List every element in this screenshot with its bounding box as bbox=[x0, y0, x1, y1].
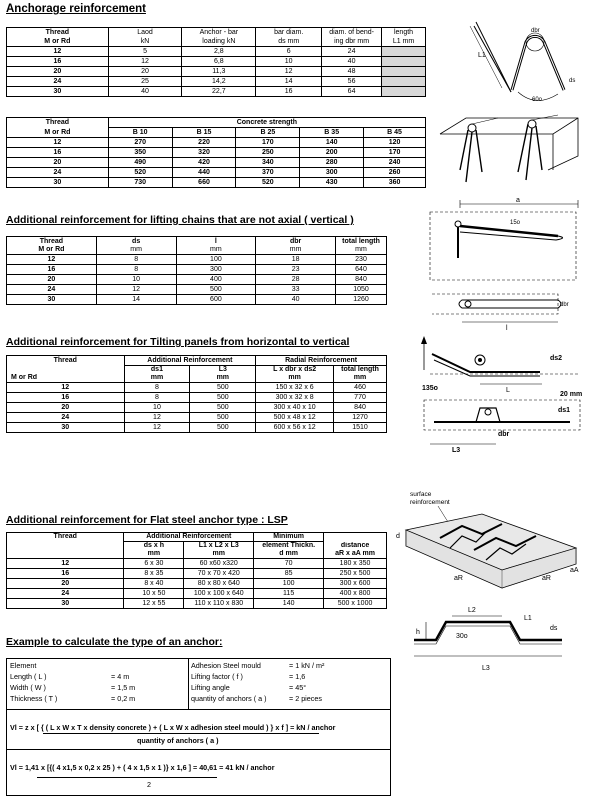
header-cell: Thread bbox=[7, 118, 109, 128]
table-cell: 730 bbox=[108, 178, 172, 188]
table-cell: 140 bbox=[254, 599, 324, 609]
header-cell: M or Rd bbox=[7, 37, 109, 47]
anchorage-table bbox=[6, 27, 426, 97]
table-cell: 1050 bbox=[336, 285, 387, 295]
table-cell: 8 bbox=[96, 265, 176, 275]
header-cell: L3 bbox=[190, 366, 256, 375]
header-cell: aR x aA mm bbox=[324, 550, 387, 559]
figure-label: reinforcement bbox=[410, 499, 450, 506]
dimension-label: aR bbox=[454, 575, 463, 582]
table-cell: 12 bbox=[256, 67, 322, 77]
table-cell: 12 bbox=[7, 47, 109, 57]
table-cell: 80 x 80 x 640 bbox=[184, 579, 254, 589]
table-cell: 840 bbox=[336, 275, 387, 285]
table-cell: 170 bbox=[364, 148, 426, 158]
header-cell: total length bbox=[334, 366, 387, 375]
table-cell: 64 bbox=[322, 87, 382, 97]
dimension-label: dbr bbox=[531, 28, 540, 34]
width-value: = 1,5 m bbox=[111, 683, 136, 692]
table-cell: 12 bbox=[124, 423, 190, 433]
table-cell: 115 bbox=[254, 589, 324, 599]
dimension-label: L3 bbox=[452, 447, 461, 454]
dimension-label: 20 mm bbox=[560, 391, 583, 398]
table-cell: 70 x 70 x 420 bbox=[184, 569, 254, 579]
table-row bbox=[7, 275, 387, 285]
lsp-table bbox=[6, 532, 387, 609]
header-cell: Concrete strength bbox=[108, 118, 425, 128]
table-cell: 420 bbox=[172, 158, 236, 168]
header-cell: ds1 bbox=[124, 366, 190, 375]
table-cell: 20 bbox=[7, 67, 109, 77]
table-cell bbox=[382, 57, 426, 67]
concrete-strength-table bbox=[6, 117, 426, 188]
table-row bbox=[7, 168, 426, 178]
table-cell: 5 bbox=[108, 47, 182, 57]
dimension-label: dbr bbox=[560, 302, 569, 308]
header-cell: element Thickn. bbox=[254, 542, 324, 551]
header-cell: mm bbox=[176, 246, 256, 255]
dimension-label: ds2 bbox=[550, 355, 563, 362]
table-row bbox=[7, 589, 387, 599]
table-cell: 40 bbox=[256, 295, 336, 305]
header-cell: Radial Reinforcement bbox=[256, 356, 387, 366]
dimension-label: d bbox=[396, 533, 400, 540]
lsp-slab-diagram bbox=[392, 488, 588, 598]
table-cell: 370 bbox=[236, 168, 300, 178]
table-cell: 12 bbox=[108, 57, 182, 67]
table-row bbox=[7, 579, 387, 589]
table-cell: 640 bbox=[336, 265, 387, 275]
header-cell: d mm bbox=[254, 550, 324, 559]
header-cell: Thread bbox=[7, 237, 97, 247]
table-cell: 12 bbox=[7, 559, 124, 569]
header-cell: kN bbox=[108, 37, 182, 47]
table-cell: 8 bbox=[124, 393, 190, 403]
lifting-angle-label: Lifting angle bbox=[191, 683, 230, 692]
dimension-label: l bbox=[506, 325, 508, 332]
header-cell: Additional Reinforcement bbox=[124, 533, 254, 542]
table-cell: 10 bbox=[124, 403, 190, 413]
table-cell: 100 x 100 x 640 bbox=[184, 589, 254, 599]
header-cell: mm bbox=[124, 550, 184, 559]
table-cell bbox=[382, 47, 426, 57]
table-cell: 24 bbox=[322, 47, 382, 57]
header-cell: L1 x L2 x L3 bbox=[184, 542, 254, 551]
dimension-label: 15o bbox=[510, 220, 521, 226]
table-cell: 270 bbox=[108, 138, 172, 148]
header-cell: Thread bbox=[7, 28, 109, 38]
table-cell: 200 bbox=[300, 148, 364, 158]
table-cell: 20 bbox=[108, 67, 182, 77]
table-cell: 8 bbox=[96, 255, 176, 265]
table-cell: 12 x 55 bbox=[124, 599, 184, 609]
table-cell: 6 x 30 bbox=[124, 559, 184, 569]
table-cell: 85 bbox=[254, 569, 324, 579]
dimension-label: 60o bbox=[532, 97, 543, 102]
header-cell: diam. of bend- bbox=[322, 28, 382, 38]
table-cell: 490 bbox=[108, 158, 172, 168]
header-cell: B 45 bbox=[364, 128, 426, 138]
divider bbox=[7, 749, 390, 750]
header-cell: mm bbox=[256, 246, 336, 255]
header-cell: Laod bbox=[108, 28, 182, 38]
dimension-label: L2 bbox=[468, 607, 476, 614]
table-cell: 22,7 bbox=[182, 87, 256, 97]
table-cell: 20 bbox=[7, 158, 109, 168]
table-cell: 300 x 32 x 8 bbox=[256, 393, 334, 403]
table-cell: 460 bbox=[334, 383, 387, 393]
adhesion-label: Adhesion Steel mould bbox=[191, 661, 261, 670]
divider bbox=[188, 659, 189, 709]
header-cell: mm bbox=[336, 246, 387, 255]
table-cell: 8 bbox=[124, 383, 190, 393]
table-row bbox=[7, 47, 426, 57]
table-cell: 520 bbox=[108, 168, 172, 178]
section-title-lifting-chains: Additional reinforcement for lifting chains that are not axial ( vertical ) bbox=[6, 214, 354, 226]
table-cell: 360 bbox=[364, 178, 426, 188]
table-cell: 110 x 110 x 830 bbox=[184, 599, 254, 609]
section-title-tilting: Additional reinforcement for Tilting panels from horizontal to vertical bbox=[6, 336, 350, 348]
dimension-label: aA bbox=[570, 567, 579, 574]
table-cell: 20 bbox=[7, 403, 125, 413]
table-cell: 100 bbox=[254, 579, 324, 589]
header-cell: total length bbox=[336, 237, 387, 247]
table-cell: 300 x 40 x 10 bbox=[256, 403, 334, 413]
table-cell: 440 bbox=[172, 168, 236, 178]
table-row bbox=[7, 559, 387, 569]
header-cell: l bbox=[176, 237, 256, 247]
table-row bbox=[7, 413, 387, 423]
table-cell: 400 x 800 bbox=[324, 589, 387, 599]
header-cell: loading kN bbox=[182, 37, 256, 47]
table-cell: 30 bbox=[7, 178, 109, 188]
lifting-angle-value: = 45° bbox=[289, 683, 307, 692]
header-cell: dbr bbox=[256, 237, 336, 247]
table-cell: 430 bbox=[300, 178, 364, 188]
header-cell: mm bbox=[256, 374, 334, 383]
table-cell: 300 bbox=[300, 168, 364, 178]
table-cell: 30 bbox=[7, 295, 97, 305]
table-cell: 340 bbox=[236, 158, 300, 168]
table-cell: 16 bbox=[7, 265, 97, 275]
table-cell: 14,2 bbox=[182, 77, 256, 87]
table-cell: 23 bbox=[256, 265, 336, 275]
table-cell: 24 bbox=[7, 168, 109, 178]
table-cell: 260 bbox=[364, 168, 426, 178]
header-cell: M or Rd bbox=[7, 374, 125, 383]
table-cell: 1270 bbox=[334, 413, 387, 423]
table-cell bbox=[382, 87, 426, 97]
header-cell: bar diam. bbox=[256, 28, 322, 38]
table-cell bbox=[382, 67, 426, 77]
header-cell: ds bbox=[96, 237, 176, 247]
table-row bbox=[7, 599, 387, 609]
formula-denominator: quantity of anchors ( a ) bbox=[137, 736, 219, 745]
table-row bbox=[7, 87, 426, 97]
anchor-qty-label: quantity of anchors ( a ) bbox=[191, 694, 267, 703]
table-cell: 150 x 32 x 6 bbox=[256, 383, 334, 393]
dimension-label: 135o bbox=[422, 385, 438, 392]
figure-label: surface bbox=[410, 491, 432, 498]
table-cell: 8 x 40 bbox=[124, 579, 184, 589]
table-cell: 12 bbox=[7, 383, 125, 393]
table-cell: 140 bbox=[300, 138, 364, 148]
table-row bbox=[7, 295, 387, 305]
table-cell: 1510 bbox=[334, 423, 387, 433]
header-cell: ing dbr mm bbox=[322, 37, 382, 47]
table-cell: 18 bbox=[256, 255, 336, 265]
header-cell: mm bbox=[190, 374, 256, 383]
thickness-value: = 0,2 m bbox=[111, 694, 136, 703]
header-cell bbox=[7, 550, 124, 559]
width-label: Width ( W ) bbox=[10, 683, 46, 692]
table-row bbox=[7, 285, 387, 295]
dimension-label: L3 bbox=[482, 665, 490, 672]
table-cell: 20 bbox=[7, 275, 97, 285]
header-cell: Additional Reinforcement bbox=[124, 356, 256, 366]
table-cell: 33 bbox=[256, 285, 336, 295]
table-cell: 350 bbox=[108, 148, 172, 158]
thickness-label: Thickness ( T ) bbox=[10, 694, 58, 703]
table-cell: 500 x 48 x 12 bbox=[256, 413, 334, 423]
table-cell: 240 bbox=[364, 158, 426, 168]
header-cell: ds x h bbox=[124, 542, 184, 551]
example-calculation-box bbox=[6, 658, 391, 796]
tilting-diagram bbox=[420, 332, 588, 456]
fraction-line bbox=[37, 777, 217, 778]
table-cell: 250 x 500 bbox=[324, 569, 387, 579]
table-cell: 30 bbox=[7, 423, 125, 433]
lifting-chains-table bbox=[6, 236, 387, 305]
header-cell: length bbox=[382, 28, 426, 38]
dimension-label: ds bbox=[550, 625, 558, 632]
table-cell: 600 x 56 x 12 bbox=[256, 423, 334, 433]
header-cell bbox=[7, 542, 124, 551]
header-cell: Thread bbox=[7, 356, 125, 366]
table-row bbox=[7, 569, 387, 579]
length-label: Length ( L ) bbox=[10, 672, 47, 681]
table-cell: 170 bbox=[236, 138, 300, 148]
lifting-chain-diagram bbox=[428, 196, 588, 334]
table-cell: 16 bbox=[7, 393, 125, 403]
table-cell: 500 bbox=[190, 393, 256, 403]
table-cell: 120 bbox=[364, 138, 426, 148]
dimension-label: ds1 bbox=[558, 407, 571, 414]
header-cell: B 25 bbox=[236, 128, 300, 138]
formula-numerator: Vl = z x [ { ( L x W x T x density concrete ) + ( L x W x adhesion steel mould ) } x f ] = kN / anchor bbox=[10, 723, 336, 732]
table-cell: 300 x 600 bbox=[324, 579, 387, 589]
panel-anchors-diagram bbox=[438, 112, 583, 190]
table-cell: 11,3 bbox=[182, 67, 256, 77]
table-cell: 56 bbox=[322, 77, 382, 87]
table-row bbox=[7, 403, 387, 413]
header-cell: Minimum bbox=[254, 533, 324, 542]
table-cell: 500 x 1000 bbox=[324, 599, 387, 609]
length-value: = 4 m bbox=[111, 672, 130, 681]
table-cell: 6,8 bbox=[182, 57, 256, 67]
lifting-factor-label: Lifting factor ( f ) bbox=[191, 672, 243, 681]
table-cell: 16 bbox=[7, 148, 109, 158]
table-cell: 24 bbox=[7, 413, 125, 423]
header-cell: ds mm bbox=[256, 37, 322, 47]
table-cell: 60 x60 x320 bbox=[184, 559, 254, 569]
lsp-bar-profile-diagram bbox=[412, 600, 582, 680]
section-title-anchorage: Anchorage reinforcement bbox=[6, 3, 146, 15]
table-row bbox=[7, 383, 387, 393]
table-cell: 20 bbox=[7, 579, 124, 589]
table-cell: 500 bbox=[190, 423, 256, 433]
section-title-lsp: Additional reinforcement for Flat steel anchor type : LSP bbox=[6, 514, 288, 526]
table-cell: 1260 bbox=[336, 295, 387, 305]
table-cell: 2,8 bbox=[182, 47, 256, 57]
table-cell: 16 bbox=[7, 57, 109, 67]
table-cell: 14 bbox=[256, 77, 322, 87]
table-cell: 600 bbox=[176, 295, 256, 305]
fraction-line bbox=[43, 733, 319, 734]
table-cell: 250 bbox=[236, 148, 300, 158]
header-cell bbox=[7, 366, 125, 375]
table-cell: 100 bbox=[176, 255, 256, 265]
table-cell: 48 bbox=[322, 67, 382, 77]
dimension-label: 30o bbox=[456, 633, 468, 640]
table-cell: 70 bbox=[254, 559, 324, 569]
table-row bbox=[7, 158, 426, 168]
table-cell: 770 bbox=[334, 393, 387, 403]
table-cell: 30 bbox=[7, 87, 109, 97]
calculation-denominator: 2 bbox=[147, 780, 151, 789]
table-cell: 12 bbox=[7, 138, 109, 148]
adhesion-value: = 1 kN / m² bbox=[289, 661, 325, 670]
dimension-label: ds bbox=[569, 78, 576, 84]
header-cell: mm bbox=[124, 374, 190, 383]
table-cell: 300 bbox=[176, 265, 256, 275]
header-cell: mm bbox=[96, 246, 176, 255]
table-row bbox=[7, 178, 426, 188]
table-cell: 30 bbox=[7, 599, 124, 609]
header-cell: mm bbox=[334, 374, 387, 383]
table-row bbox=[7, 393, 387, 403]
header-cell: M or Rd bbox=[7, 246, 97, 255]
header-cell: Thread bbox=[7, 533, 124, 542]
anchor-qty-value: = 2 pieces bbox=[289, 694, 322, 703]
table-cell: 220 bbox=[172, 138, 236, 148]
table-cell: 14 bbox=[96, 295, 176, 305]
table-cell: 12 bbox=[96, 285, 176, 295]
table-cell: 16 bbox=[7, 569, 124, 579]
header-cell: Anchor - bar bbox=[182, 28, 256, 38]
dimension-label: L1 bbox=[478, 52, 486, 59]
bent-bar-diagram bbox=[466, 12, 584, 102]
table-cell: 10 bbox=[96, 275, 176, 285]
table-cell bbox=[382, 77, 426, 87]
dimension-label: L1 bbox=[524, 615, 532, 622]
table-cell: 230 bbox=[336, 255, 387, 265]
table-row bbox=[7, 138, 426, 148]
header-cell: mm bbox=[184, 550, 254, 559]
dimension-label: dbr bbox=[498, 431, 510, 438]
dimension-label: L bbox=[506, 387, 510, 394]
header-cell: L x dbr x ds2 bbox=[256, 366, 334, 375]
lifting-factor-value: = 1,6 bbox=[289, 672, 306, 681]
table-row bbox=[7, 255, 387, 265]
dimension-label: aR bbox=[542, 575, 551, 582]
table-row bbox=[7, 57, 426, 67]
table-cell: 10 x 50 bbox=[124, 589, 184, 599]
element-label: Element bbox=[10, 661, 37, 670]
table-cell: 24 bbox=[7, 589, 124, 599]
table-cell: 520 bbox=[236, 178, 300, 188]
table-row bbox=[7, 265, 387, 275]
table-cell: 400 bbox=[176, 275, 256, 285]
header-cell: L1 mm bbox=[382, 37, 426, 47]
table-cell: 16 bbox=[256, 87, 322, 97]
table-cell: 500 bbox=[190, 403, 256, 413]
table-cell: 24 bbox=[7, 77, 109, 87]
table-row bbox=[7, 423, 387, 433]
table-cell: 500 bbox=[176, 285, 256, 295]
table-cell: 28 bbox=[256, 275, 336, 285]
header-cell: B 35 bbox=[300, 128, 364, 138]
calculation-line: Vl = 1,41 x [{( 4 x1,5 x 0,2 x 25 ) + ( 4 x 1,5 x 1 )} x 1,6 ] = 40,61 = 41 kN / anchor bbox=[10, 763, 275, 772]
table-cell: 12 bbox=[7, 255, 97, 265]
header-cell: M or Rd bbox=[7, 128, 109, 138]
table-row bbox=[7, 148, 426, 158]
table-cell: 500 bbox=[190, 413, 256, 423]
table-cell: 12 bbox=[124, 413, 190, 423]
table-cell: 840 bbox=[334, 403, 387, 413]
dimension-label: h bbox=[416, 629, 420, 636]
table-cell: 40 bbox=[108, 87, 182, 97]
header-cell: distance bbox=[324, 542, 387, 551]
table-cell: 8 x 35 bbox=[124, 569, 184, 579]
header-cell: B 15 bbox=[172, 128, 236, 138]
table-cell: 40 bbox=[322, 57, 382, 67]
table-row bbox=[7, 77, 426, 87]
table-cell: 500 bbox=[190, 383, 256, 393]
section-title-example: Example to calculate the type of an anchor: bbox=[6, 636, 223, 648]
header-cell: B 10 bbox=[108, 128, 172, 138]
tilting-table bbox=[6, 355, 387, 433]
table-cell: 24 bbox=[7, 285, 97, 295]
dimension-label: a bbox=[516, 197, 520, 204]
table-cell: 6 bbox=[256, 47, 322, 57]
table-cell: 280 bbox=[300, 158, 364, 168]
header-cell bbox=[324, 533, 387, 542]
table-cell: 180 x 350 bbox=[324, 559, 387, 569]
table-cell: 320 bbox=[172, 148, 236, 158]
divider bbox=[7, 709, 390, 710]
table-cell: 660 bbox=[172, 178, 236, 188]
table-cell: 25 bbox=[108, 77, 182, 87]
table-row bbox=[7, 67, 426, 77]
table-cell: 10 bbox=[256, 57, 322, 67]
